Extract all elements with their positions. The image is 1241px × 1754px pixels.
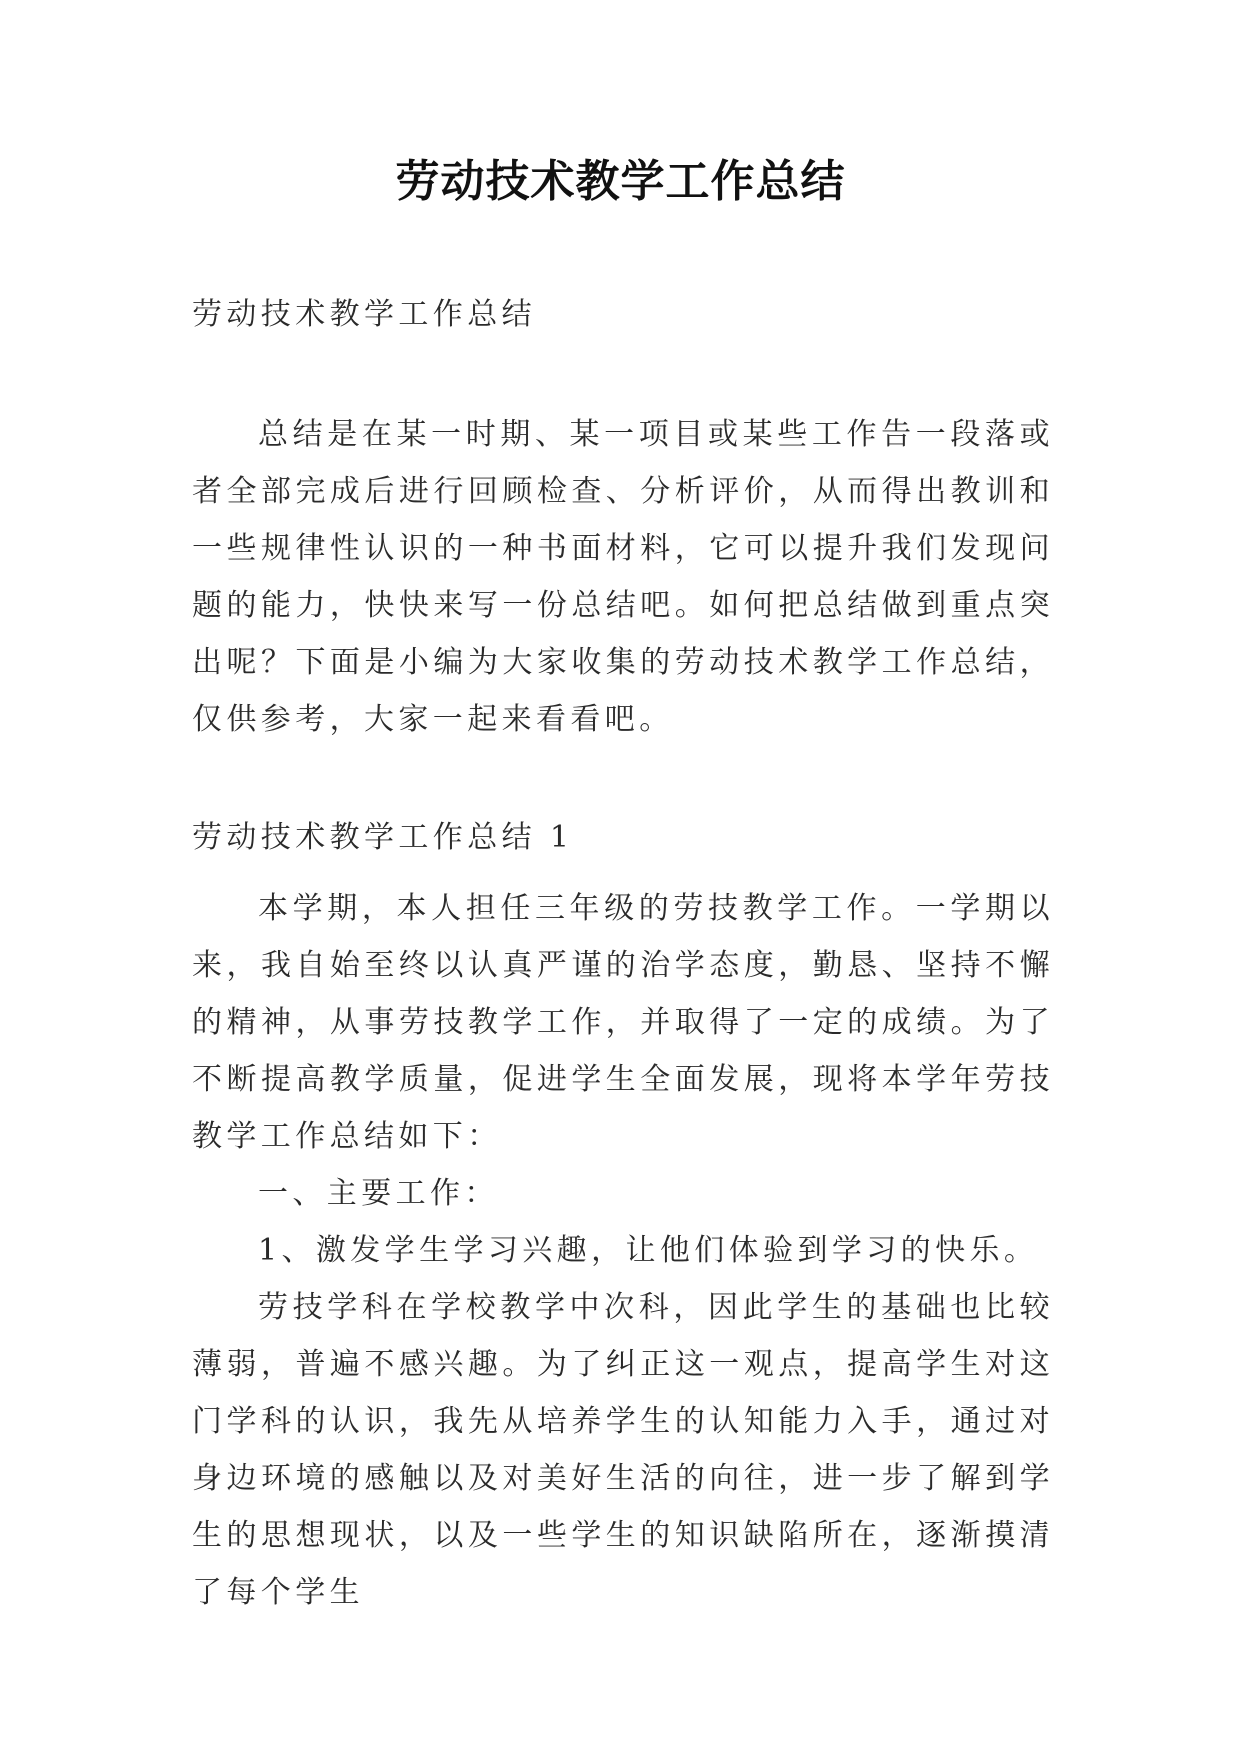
intro-paragraph: 总结是在某一时期、某一项目或某些工作告一段落或者全部完成后进行回顾检查、分析评价，从而得出教训和一些规律性认识的一种书面材料，它可以提升我们发现问题的能力，快快来写一份总结吧。如何把总结做到重点突出呢？下面是小编为大家收集的劳动技术教学工作总结，仅供参考，大家一起来看看吧。 <box>192 417 1054 737</box>
section-heading: 劳动技术教学工作总结 1 <box>192 820 574 855</box>
paragraph: 本学期，本人担任三年级的劳技教学工作。一学期以来，我自始至终以认真严谨的治学态度，勤恳、坚持不懈的精神，从事劳技教学工作，并取得了一定的成绩。为了不断提高教学质量，促进学生全面发展，现将本学年劳技教学工作总结如下： <box>192 891 1054 1154</box>
section-body <box>192 880 1054 1621</box>
paragraph-heading-main-work: 一、主要工作： <box>258 1176 499 1211</box>
document-title: 劳动技术教学工作总结 <box>395 156 846 207</box>
intro-section <box>192 406 1054 748</box>
document-subtitle: 劳动技术教学工作总结 <box>192 297 536 332</box>
paragraph: 劳技学科在学校教学中次科，因此学生的基础也比较薄弱，普遍不感兴趣。为了纠正这一观点，提高学生对这门学科的认识，我先从培养学生的认知能力入手，通过对身边环境的感触以及对美好生活的向往，进一步了解到学生的思想现状，以及一些学生的知识缺陷所在，逐渐摸清了每个学生 <box>192 1290 1054 1610</box>
paragraph-subheading: 1、激发学生学习兴趣，让他们体验到学习的快乐。 <box>258 1233 1039 1268</box>
